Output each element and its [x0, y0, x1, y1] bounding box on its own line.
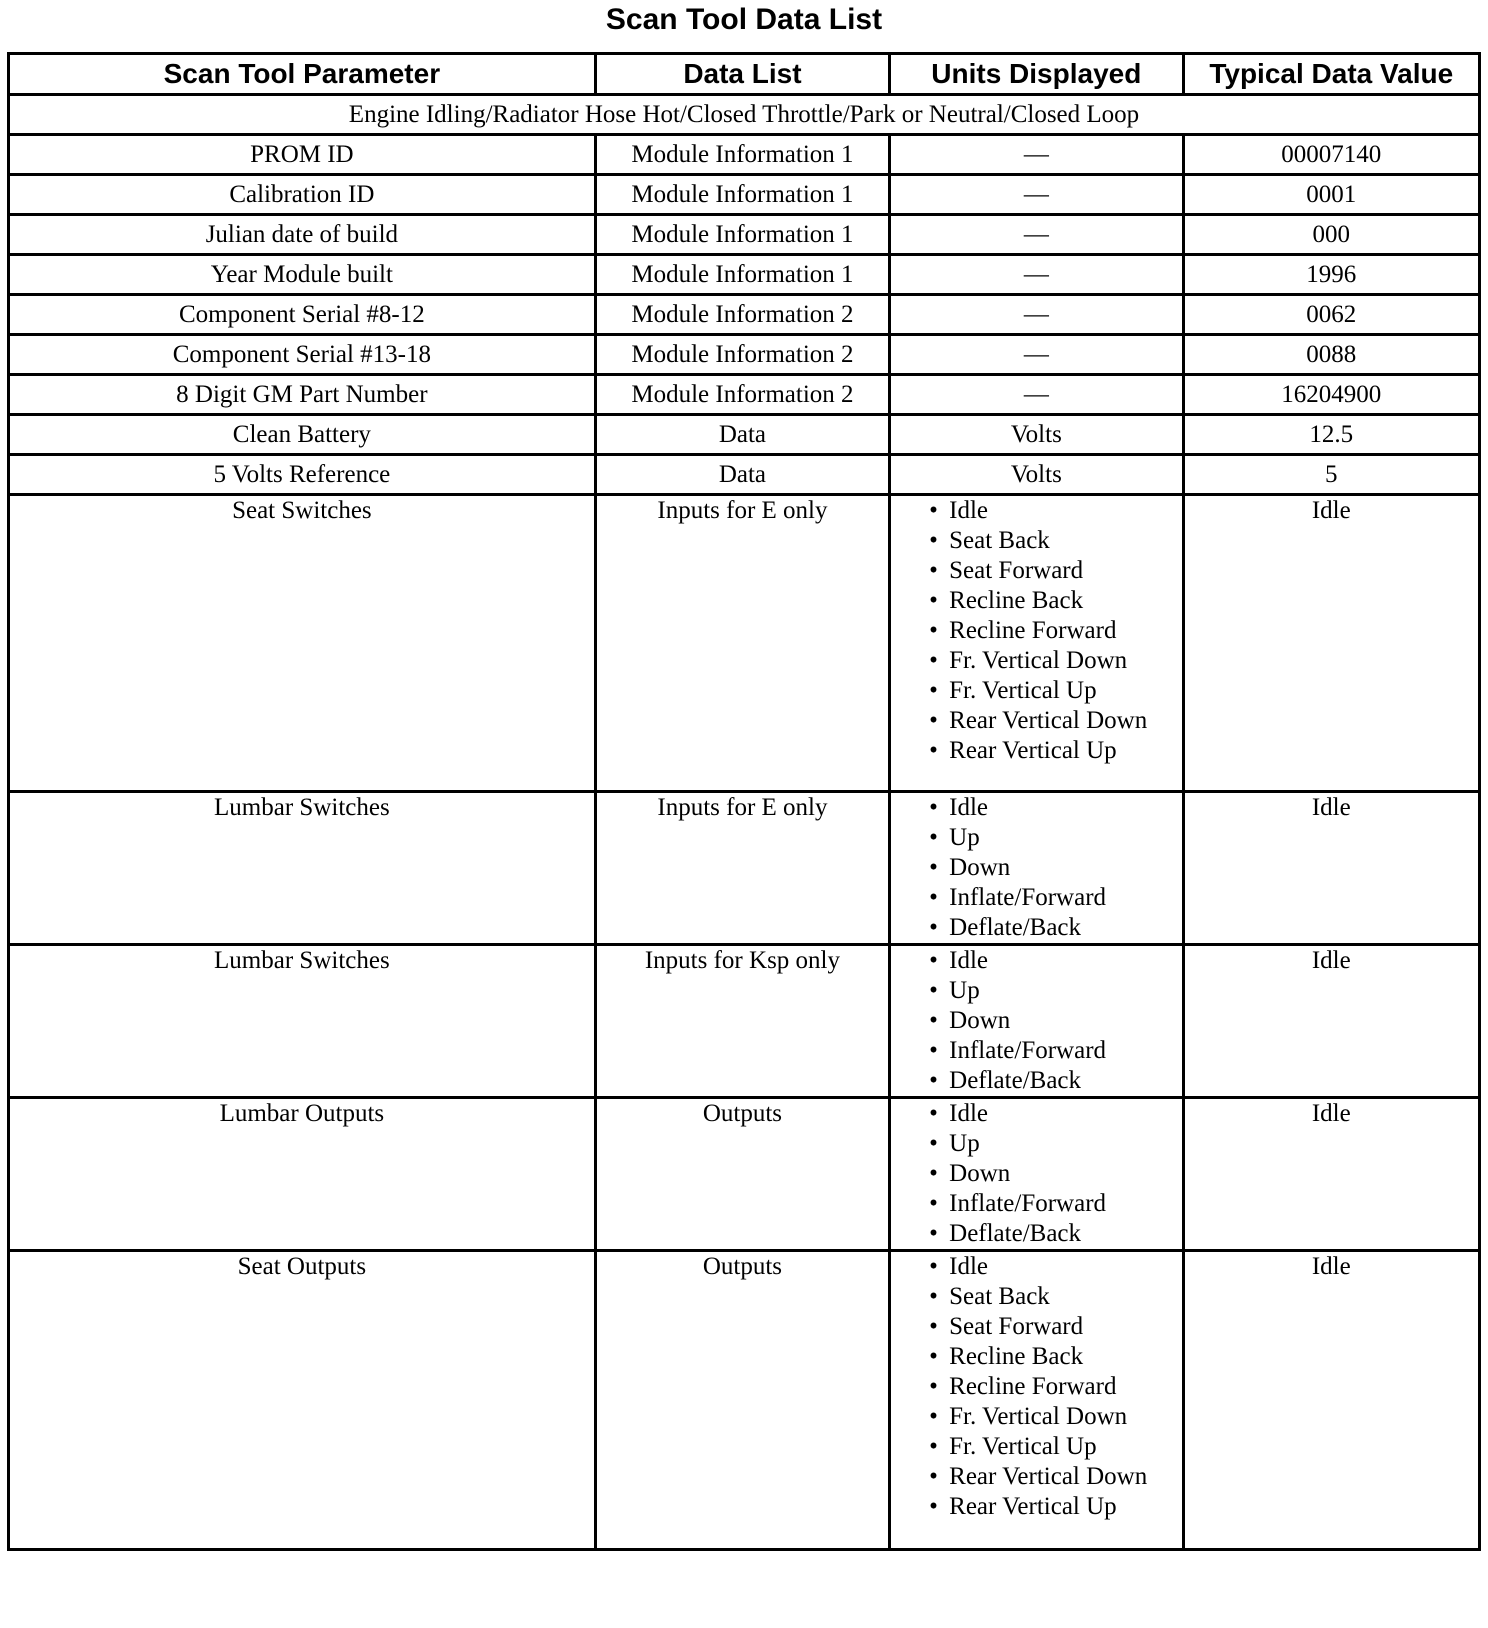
typical-cell: Idle [1183, 1098, 1480, 1251]
typical-cell: 5 [1183, 455, 1480, 495]
table-row [9, 215, 1480, 255]
data-list-cell: Inputs for E only [595, 495, 889, 792]
units-list [929, 1099, 1181, 1249]
table-row [9, 135, 1480, 175]
list-item: • Inflate/Forward [929, 883, 1181, 913]
units-cell: — [890, 375, 1183, 415]
data-list-cell: Outputs [595, 1098, 889, 1251]
data-list-cell: Module Information 2 [595, 335, 889, 375]
units-cell: Volts [890, 415, 1183, 455]
table-row [9, 255, 1480, 295]
parameter-cell: 5 Volts Reference [9, 455, 596, 495]
units-list [929, 496, 1181, 766]
list-item: • Fr. Vertical Up [929, 676, 1181, 706]
data-list-cell: Module Information 1 [595, 175, 889, 215]
list-item: • Deflate/Back [929, 913, 1181, 943]
parameter-cell: Year Module built [9, 255, 596, 295]
list-item: • Fr. Vertical Down [929, 1402, 1181, 1432]
list-item: • Fr. Vertical Up [929, 1432, 1181, 1462]
data-list-cell: Module Information 2 [595, 375, 889, 415]
parameter-cell: Component Serial #8-12 [9, 295, 596, 335]
units-cell [890, 1251, 1183, 1550]
data-list-cell: Inputs for E only [595, 792, 889, 945]
table-row [9, 1251, 1480, 1550]
list-item: • Up [929, 1129, 1181, 1159]
table-row [9, 455, 1480, 495]
list-item: • Inflate/Forward [929, 1189, 1181, 1219]
header-typical: Typical Data Value [1183, 54, 1480, 95]
header-row [9, 54, 1480, 95]
units-list [929, 1252, 1181, 1522]
condition-row [9, 95, 1480, 135]
parameter-cell: Lumbar Switches [9, 792, 596, 945]
list-item: • Rear Vertical Up [929, 1492, 1181, 1522]
typical-cell: Idle [1183, 495, 1480, 792]
parameter-cell: Seat Switches [9, 495, 596, 792]
units-cell: — [890, 295, 1183, 335]
list-item: • Seat Back [929, 1282, 1181, 1312]
typical-cell: 0062 [1183, 295, 1480, 335]
units-list [929, 946, 1181, 1096]
table-row [9, 945, 1480, 1098]
units-cell [890, 945, 1183, 1098]
table-row [9, 495, 1480, 792]
data-list-cell: Data [595, 455, 889, 495]
table-row [9, 335, 1480, 375]
parameter-cell: Calibration ID [9, 175, 596, 215]
typical-cell: 0088 [1183, 335, 1480, 375]
list-item: • Rear Vertical Down [929, 706, 1181, 736]
list-item: • Recline Forward [929, 616, 1181, 646]
list-item: • Seat Back [929, 526, 1181, 556]
typical-cell: 16204900 [1183, 375, 1480, 415]
table-row [9, 295, 1480, 335]
table-row [9, 415, 1480, 455]
typical-cell: Idle [1183, 1251, 1480, 1550]
data-list-cell: Inputs for Ksp only [595, 945, 889, 1098]
units-cell: — [890, 335, 1183, 375]
table-row [9, 375, 1480, 415]
data-list-cell: Module Information 2 [595, 295, 889, 335]
parameter-cell: Julian date of build [9, 215, 596, 255]
typical-cell: 00007140 [1183, 135, 1480, 175]
parameter-cell: Lumbar Switches [9, 945, 596, 1098]
list-item: • Idle [929, 946, 1181, 976]
parameter-cell: 8 Digit GM Part Number [9, 375, 596, 415]
parameter-cell: Clean Battery [9, 415, 596, 455]
header-units: Units Displayed [890, 54, 1183, 95]
units-cell [890, 1098, 1183, 1251]
list-item: • Down [929, 853, 1181, 883]
units-cell: Volts [890, 455, 1183, 495]
table-row [9, 792, 1480, 945]
typical-cell: 1996 [1183, 255, 1480, 295]
list-item: • Recline Forward [929, 1372, 1181, 1402]
list-item: • Inflate/Forward [929, 1036, 1181, 1066]
parameter-cell: PROM ID [9, 135, 596, 175]
list-item: • Idle [929, 496, 1181, 526]
table-row [9, 1098, 1480, 1251]
list-item: • Up [929, 976, 1181, 1006]
data-list-cell: Module Information 1 [595, 135, 889, 175]
list-item: • Recline Back [929, 586, 1181, 616]
list-item: • Fr. Vertical Down [929, 646, 1181, 676]
units-cell [890, 792, 1183, 945]
list-item: • Idle [929, 1099, 1181, 1129]
typical-cell: Idle [1183, 792, 1480, 945]
condition-text: Engine Idling/Radiator Hose Hot/Closed Throttle/Park or Neutral/Closed Loop [9, 95, 1480, 135]
data-list-cell: Data [595, 415, 889, 455]
list-item: • Seat Forward [929, 1312, 1181, 1342]
typical-cell: Idle [1183, 945, 1480, 1098]
list-item: • Deflate/Back [929, 1066, 1181, 1096]
units-cell: — [890, 255, 1183, 295]
header-data-list: Data List [595, 54, 889, 95]
units-list [929, 793, 1181, 943]
scan-tool-data-table [7, 52, 1481, 1551]
units-cell: — [890, 215, 1183, 255]
typical-cell: 000 [1183, 215, 1480, 255]
data-list-cell: Module Information 1 [595, 215, 889, 255]
list-item: • Idle [929, 793, 1181, 823]
list-item: • Idle [929, 1252, 1181, 1282]
table-row [9, 175, 1480, 215]
list-item: • Down [929, 1159, 1181, 1189]
list-item: • Rear Vertical Up [929, 736, 1181, 766]
units-cell [890, 495, 1183, 792]
units-cell: — [890, 135, 1183, 175]
list-item: • Rear Vertical Down [929, 1462, 1181, 1492]
units-cell: — [890, 175, 1183, 215]
list-item: • Up [929, 823, 1181, 853]
list-item: • Seat Forward [929, 556, 1181, 586]
data-list-cell: Module Information 1 [595, 255, 889, 295]
parameter-cell: Component Serial #13-18 [9, 335, 596, 375]
list-item: • Down [929, 1006, 1181, 1036]
list-item: • Deflate/Back [929, 1219, 1181, 1249]
data-list-cell: Outputs [595, 1251, 889, 1550]
header-parameter: Scan Tool Parameter [9, 54, 596, 95]
typical-cell: 0001 [1183, 175, 1480, 215]
typical-cell: 12.5 [1183, 415, 1480, 455]
parameter-cell: Seat Outputs [9, 1251, 596, 1550]
list-item: • Recline Back [929, 1342, 1181, 1372]
page-title: Scan Tool Data List [605, 3, 883, 36]
parameter-cell: Lumbar Outputs [9, 1098, 596, 1251]
